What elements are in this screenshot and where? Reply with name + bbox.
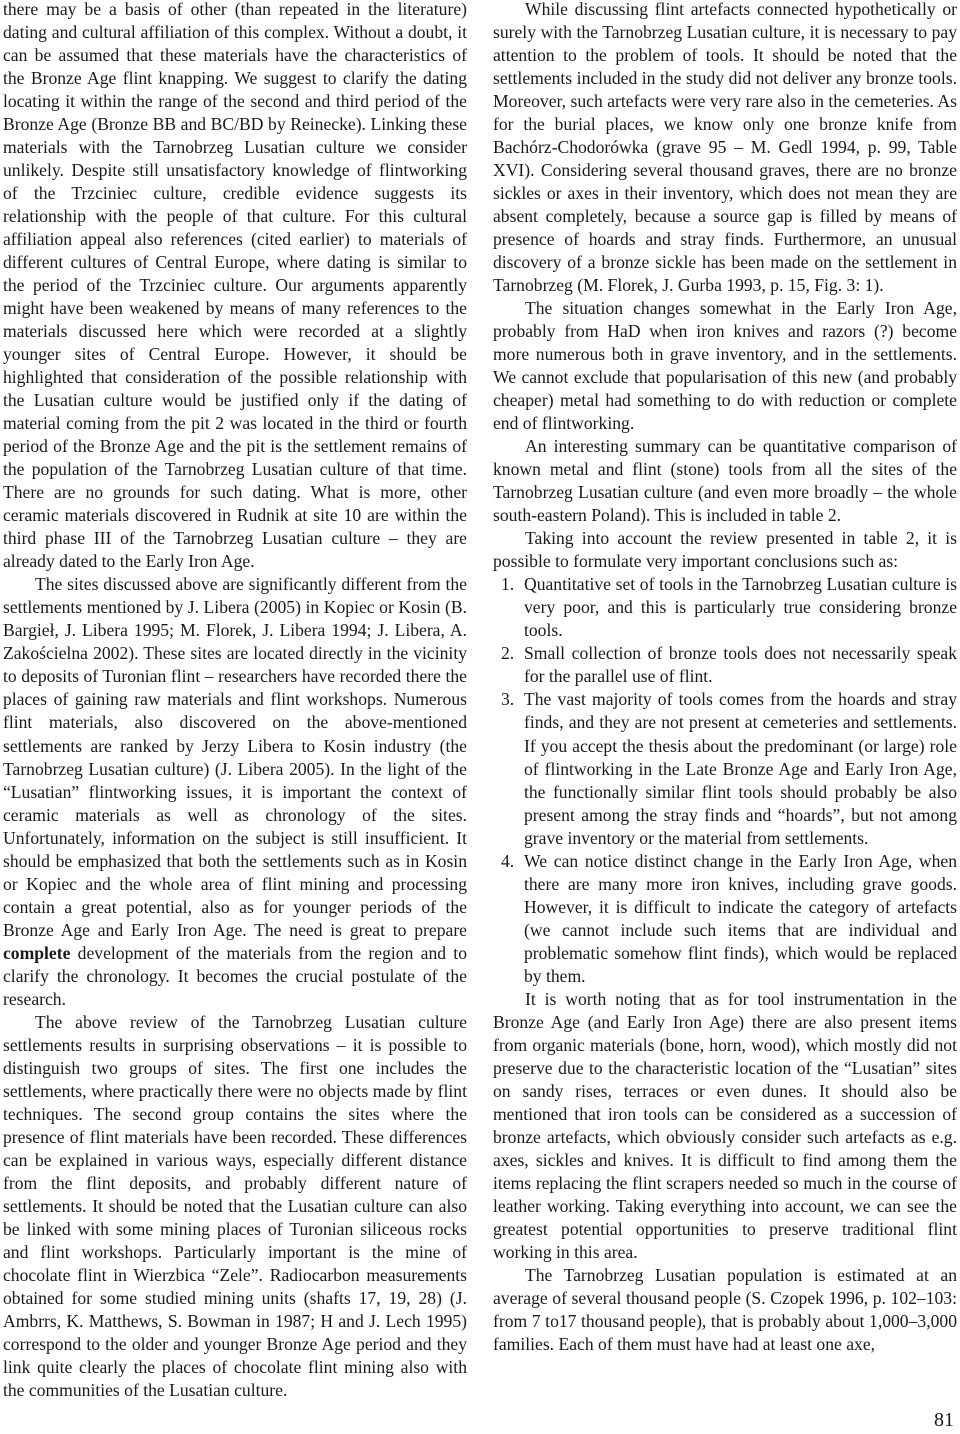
paragraph: The above review of the Tarnobrzeg Lusatian culture settlements results in surprising observations – it is possible to distinguish two groups of sites. The first one includes the settlements, where practically there were no objects made by flint techniques. The second group contains the sites where the presence of flint materials have been recorded. These differences can be explained in various ways, especially different distance from the flint deposits, and probably different nature of settlements. It should be noted that the Lusatian culture can also be linked with some mining places of Turonian siliceous rocks and flint workshops. Particularly important is the mine of chocolate flint in Wierzbica “Zele”. Radiocarbon measurements obtained for some studied mining units (shafts 17, 19, 28) (J. Ambrrs, K. Matthews, S. Bowman in 1987; H and J. Lech 1995) correspond to the older and younger Bronze Age period and they link quite clearly the places of chocolate flint mining also with the communities of the Lusatian culture. — [3, 1011, 467, 1400]
paragraph: While discussing flint artefacts connected hypothetically or surely with the Tarnobrzeg Lusatian culture, it is necessary to pay attention to the problem of tools. It should be noted that the settlements included in the study did not deliver any bronze tools. Moreover, such artefacts were very rare also in the cemeteries. As for the burial places, we know only one bronze knife from Bachórz-Chodorówka (grave 95 – M. Gedl 1994, p. 99, Table XVI). Considering several thousand graves, there are no bronze sickles or axes in their inventory, which does not mean they are absent completely, because a source gap is filled by means of presence of hoards and stray finds. Furthermore, an unusual discovery of a bronze sickle has been made on the settlement in Tarnobrzeg (M. Florek, J. Gurba 1993, p. 15, Fig. 3: 1). — [493, 0, 957, 296]
paragraph: there may be a basis of other (than repeated in the literature) dating and cultural affiliation of this complex. Without a doubt, it can be assumed that these materials have the characteristics of the Bronze Age flint knapping. We suggest to clarify the dating locating it within the range of the second and third period of the Bronze Age (Bronze BB and BC/BD by Reinecke). Linking these materials with the Tarnobrzeg Lusatian culture we consider unlikely. Despite still unsatisfactory knowledge of flintworking of the Trzciniec culture, credible evidence suggests its relationship with the people of that culture. For this cultural affiliation appeal also references (cited earlier) to materials of different cultures of Central Europe, where dating is similar to the period of the Trzciniec culture. Our arguments apparently might have been weakened by means of many references to the materials discussed here which were recorded at a slightly younger sites of Central Europe. However, it should be highlighted that consideration of the possible relationship with the Lusatian culture would be justified only if the dating of material coming from the pit 2 was located in the third or fourth period of the Bronze Age and the pit is the settlement remains of the population of the Tarnobrzeg Lusatian culture of that time. There are no grounds for such dating. What is more, other ceramic materials discovered in Rudnik at site 10 are within the third phase III of the Tarnobrzeg Lusatian culture – they are already dated to the Early Iron Age. — [3, 0, 467, 572]
list-item — [493, 573, 957, 642]
list-item-text: Quantitative set of tools in the Tarnobrzeg Lusatian culture is very poor, and this is particularly true considering bronze tools. — [524, 574, 957, 641]
paragraph-text: The sites discussed above are significantly different from the settlements mentioned by J. Libera (2005) in Kopiec or Kosin (B. Bargieł, J. Libera 1995; M. Florek, J. Libera 1994; J. Libera, A. Zakościelna 2002). These sites are located directly in the vicinity to deposits of Turonian flint – researchers have recorded there the places of gaining raw materials and flint workshops. Numerous flint materials, also discovered on the above-mentioned settlements are ranked by Jerzy Libera to Kosin industry (the Tarnobrzeg Lusatian culture) (J. Libera 2005). In the light of the “Lusatian” flintworking issues, it is important the context of ceramic materials as well as chronology of the sites. Unfortunately, information on the subject is still insufficient. It should be emphasized that both the settlements such as in Kosin or Kopiec and the whole area of flint mining and processing contain a great potential, also as for younger periods of the Bronze Age and Early Iron Age. The need is great to prepare — [3, 574, 467, 940]
page-number: 81 — [934, 1409, 954, 1431]
list-item-text: Small collection of bronze tools does not necessarily speak for the parallel use of flint. — [524, 643, 957, 687]
list-item-number: 4. — [501, 850, 515, 871]
list-item — [493, 642, 957, 688]
list-item — [493, 688, 957, 849]
paragraph: An interesting summary can be quantitative comparison of known metal and flint (stone) tools from all the sites of the Tarnobrzeg Lusatian culture (and even more broadly – the whole south-eastern Poland). This is included in table 2. — [493, 436, 957, 526]
bold-word: complete — [3, 942, 71, 963]
paragraph: It is worth noting that as for tool instrumentation in the Bronze Age (and Early Iron Age) there are also present items from organic materials (bone, horn, wood), which mostly did not preserve due to the characteristic location of the “Lusatian” sites on sandy rises, terraces or even dunes. It should also be mentioned that iron tools can be considered as a succession of bronze artefacts, which obviously consider such artefacts as e.g. axes, sickles and knives. It is difficult to find among them the items replacing the flint scrapers needed so much in the course of leather working. Taking everything into account, we can see the greatest potential opportunities to preserve traditional flint working in this area. — [493, 988, 957, 1262]
list-item-number: 3. — [501, 689, 515, 710]
paragraph: The Tarnobrzeg Lusatian population is estimated at an average of several thousand people (S. Czopek 1996, p. 102–103: from 7 to17 thousand people), that is probably about 1,000–3,000 families. Each of them must have had at least one axe, — [493, 1264, 957, 1354]
conclusions-list — [493, 573, 957, 987]
list-item — [493, 850, 957, 988]
paragraph-text: development of the materials from the region and to clarify the chronology. It becomes the crucial postulate of the research. — [3, 942, 467, 1009]
paragraph — [3, 573, 467, 1010]
list-item-text: The vast majority of tools comes from the hoards and stray finds, and they are not present at cemeteries and settlements. If you accept the thesis about the predominant (or large) role of flintworking in the Late Bronze Age and Early Iron Age, the functionally similar flint tools should probably be also present among the stray finds and “hoards”, but not among grave inventory or the material from settlements. — [524, 689, 957, 848]
right-text-column — [493, 0, 957, 1356]
list-item-number: 1. — [501, 574, 515, 595]
list-item-text: We can notice distinct change in the Early Iron Age, when there are many more iron knives, including grave goods. However, it is difficult to indicate the category of artefacts (we cannot include such items that are individual and problematic somehow flint finds), which would be replaced by them. — [524, 850, 957, 986]
paragraph: Taking into account the review presented in table 2, it is possible to formulate very important conclusions such as: — [493, 528, 957, 572]
left-text-column — [3, 0, 467, 1402]
paragraph: The situation changes somewhat in the Early Iron Age, probably from HaD when iron knives and razors (?) become more numerous both in grave inventory, and in the settlements. We cannot exclude that popularisation of this new (and probably cheaper) metal had something to do with reduction or complete end of flintworking. — [493, 298, 957, 434]
list-item-number: 2. — [501, 643, 515, 664]
